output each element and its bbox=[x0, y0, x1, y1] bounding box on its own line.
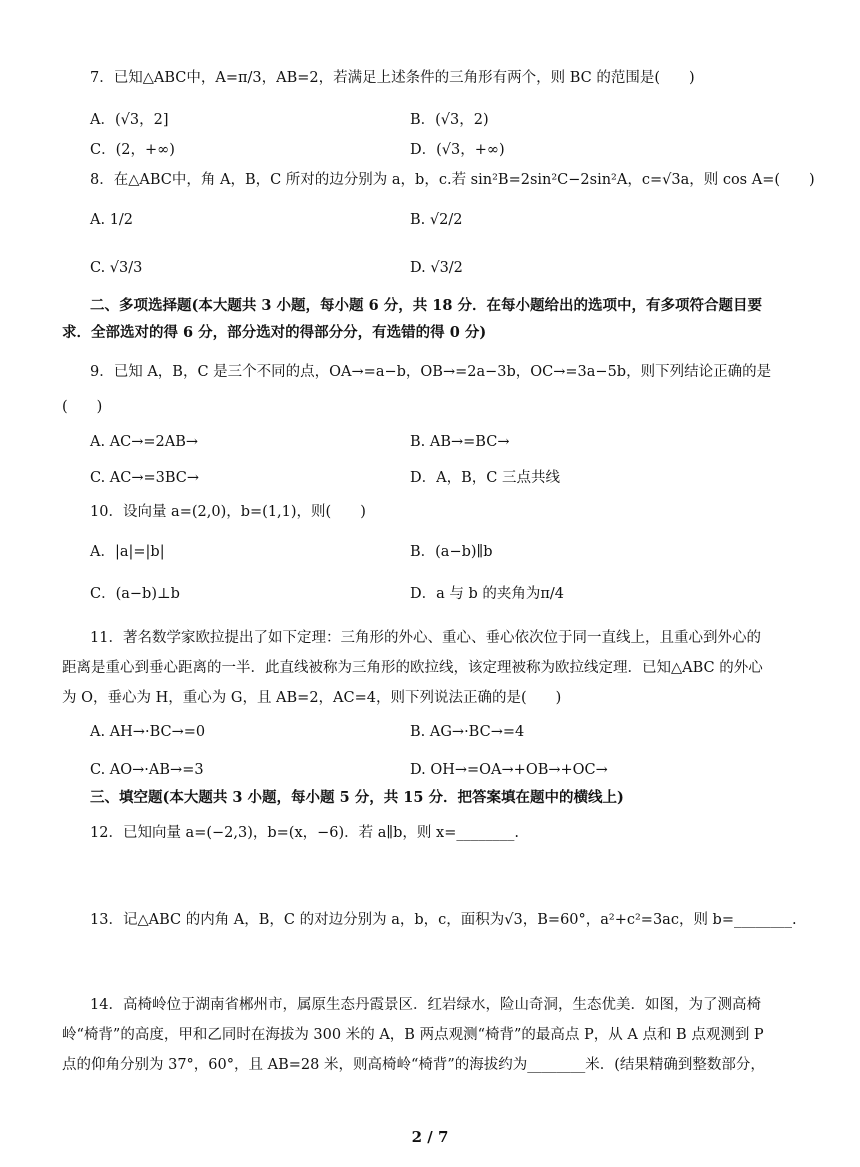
q11-line1: 11．著名数学家欧拉提出了如下定理：三角形的外心、重心、垂心依次位于同一直线上，且重心到外心的 bbox=[90, 630, 761, 646]
q8-option-a: A. 1/2 bbox=[90, 212, 134, 228]
q9-stem: 9．已知 A，B，C 是三个不同的点，OA→=a−b，OB→=2a−3b，OC→=3a−5b，则下列结论正确的是 bbox=[90, 364, 772, 380]
q11-option-d: D. OH→=OA→+OB→+OC→ bbox=[410, 762, 608, 778]
q10-option-a: A．|a|=|b| bbox=[90, 544, 165, 560]
q10-option-d: D．a 与 b 的夹角为π/4 bbox=[410, 586, 565, 602]
q11-option-a: A. AH→·BC→=0 bbox=[90, 724, 206, 740]
section2-heading-cont: 求．全部选对的得 6 分，部分选对的得部分分，有选错的得 0 分) bbox=[62, 324, 487, 341]
q8-option-b: B. √2/2 bbox=[410, 212, 463, 228]
q7-option-d: D．(√3，+∞) bbox=[410, 142, 505, 158]
q14-line2: 岭“椅背”的高度，甲和乙同时在海拔为 300 米的 A，B 两点观测“椅背”的最高点 P，从 A 点和 B 点观测到 P bbox=[62, 1027, 764, 1043]
q10-option-b: B．(a−b)∥b bbox=[410, 544, 493, 560]
q7-option-a: A．(√3，2] bbox=[90, 112, 169, 128]
q10-stem: 10．设向量 a=(2,0)，b=(1,1)，则( ) bbox=[90, 504, 366, 520]
q14-line1: 14．高椅岭位于湖南省郴州市，属原生态丹霞景区．红岩绿水，险山奇洞，生态优美．如图，为了测高椅 bbox=[90, 997, 761, 1013]
q9-stem-cont: ( ) bbox=[62, 399, 103, 415]
q11-option-c: C. AO→·AB→=3 bbox=[90, 762, 204, 778]
q8-stem: 8．在△ABC中，角 A，B，C 所对的边分别为 a，b，c.若 sin²B=2sin²C−2sin²A，c=√3a，则 cos A=( ) bbox=[90, 172, 815, 188]
q11-option-b: B. AG→·BC→=4 bbox=[410, 724, 525, 740]
q9-option-c: C. AC→=3BC→ bbox=[90, 470, 200, 486]
q9-option-b: B. AB→=BC→ bbox=[410, 434, 510, 450]
page-number: 2 / 7 bbox=[411, 1128, 449, 1146]
q9-option-d: D．A，B，C 三点共线 bbox=[410, 470, 560, 486]
q7-option-c: C．(2，+∞) bbox=[90, 142, 175, 158]
q8-option-d: D. √3/2 bbox=[410, 260, 463, 276]
q10-option-c: C．(a−b)⊥b bbox=[90, 586, 180, 602]
q7-stem: 7．已知△ABC中，A=π/3，AB=2，若满足上述条件的三角形有两个，则 BC 的范围是( ) bbox=[90, 70, 695, 86]
q13: 13．记△ABC 的内角 A，B，C 的对边分别为 a，b，c，面积为√3，B=60°，a²+c²=3ac，则 b=________. bbox=[90, 912, 797, 928]
section2-heading: 二、多项选择题(本大题共 3 小题，每小题 6 分，共 18 分．在每小题给出的选项中，有多项符合题目要 bbox=[90, 297, 763, 314]
section3-heading: 三、填空题(本大题共 3 小题，每小题 5 分，共 15 分．把答案填在题中的横线上) bbox=[90, 789, 624, 806]
q7-option-b: B．(√3，2) bbox=[410, 112, 489, 128]
q11-line3: 为 O，垂心为 H，重心为 G，且 AB=2，AC=4，则下列说法正确的是( ) bbox=[62, 690, 562, 706]
q14-line3: 点的仰角分别为 37°，60°，且 AB=28 米，则高椅岭“椅背”的海拔约为________米．(结果精确到整数部分， bbox=[62, 1057, 765, 1073]
q12: 12．已知向量 a=(−2,3)，b=(x，−6)．若 a∥b，则 x=________. bbox=[90, 825, 519, 841]
q9-option-a: A. AC→=2AB→ bbox=[90, 434, 199, 450]
q11-line2: 距离是重心到垂心距离的一半．此直线被称为三角形的欧拉线，该定理被称为欧拉线定理．已知△ABC 的外心 bbox=[62, 660, 763, 676]
q8-option-c: C. √3/3 bbox=[90, 260, 143, 276]
